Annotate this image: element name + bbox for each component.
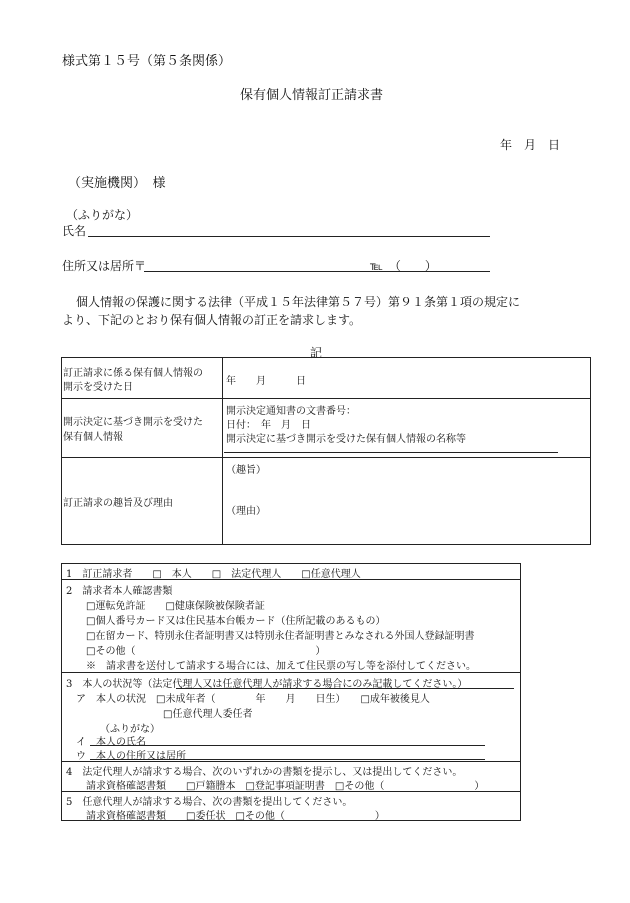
name-field[interactable] [88, 236, 490, 237]
ki-label: 記 [310, 346, 323, 360]
id-doc-item-4[interactable]: □その他（ ） [86, 646, 326, 657]
notice-date-field[interactable]: 日付： 年 月 日 [226, 420, 311, 431]
tel-label: ℡ （ ） [370, 259, 437, 273]
row2-label-2: 保有個人情報 [63, 432, 123, 443]
id-doc-item-3[interactable]: □在留カード、特別永住者証明書又は特別永住者証明書とみなされる外国人登録証明書 [86, 631, 475, 642]
principal-name-label: イ 本人の氏名 [76, 737, 146, 748]
row1-label-1: 訂正請求に係る保有個人情報の [63, 368, 203, 379]
disclosure-date-field[interactable]: 年 月 日 [226, 376, 306, 387]
date-line: 年 月 日 [500, 138, 561, 152]
reason-field[interactable]: （理由） [226, 506, 266, 517]
section5-heading: 5 任意代理人が請求する場合、次の書類を提出してください。 [66, 797, 353, 808]
purpose-field[interactable]: （趣旨） [226, 465, 266, 476]
row3-label: 訂正請求の趣旨及び理由 [63, 498, 173, 509]
intro-line-1: 個人情報の保護に関する法律（平成１５年法律第５７号）第９１条第１項の規定に [76, 295, 521, 309]
request-table [61, 357, 591, 545]
id-doc-item-2[interactable]: □個人番号カード又は住民基本台帳カード（住所記載のあるもの） [86, 616, 386, 627]
section4-heading: 4 法定代理人が請求する場合、次のいずれかの書類を提示し、又は提出してください。 [66, 767, 463, 778]
id-doc-item-1[interactable]: □運転免許証 □健康保険被保険者証 [86, 601, 265, 612]
principal-furigana-label: （ふりがな） [100, 724, 160, 735]
voluntary-agent-docs-line[interactable]: 請求資格確認書類 □委任状 □その他（ ） [86, 811, 385, 822]
row1-label-2: 開示を受けた日 [63, 382, 133, 393]
legal-agent-docs-line[interactable]: 請求資格確認書類 □戸籍謄本 □登記事項証明書 □その他（ ） [86, 781, 485, 792]
section2-heading: 2 請求者本人確認書類 [66, 586, 173, 597]
notice-number-field[interactable]: 開示決定通知書の文書番号： [226, 406, 356, 417]
principal-address-label: ウ 本人の住所又は居所 [76, 751, 186, 762]
id-doc-note: ※ 請求書を送付して請求する場合には、加えて住民票の写し等を添付してください。 [86, 661, 476, 672]
intro-line-2: より、下記のとおり保有個人情報の訂正を請求します。 [62, 313, 362, 327]
furigana-label: （ふりがな） [66, 208, 139, 222]
requester-type-line[interactable]: 1 訂正請求者 □ 本人 □ 法定代理人 □任意代理人 [66, 569, 361, 580]
form-number: 様式第１５号（第５条関係） [62, 54, 232, 69]
address-field[interactable] [144, 271, 490, 272]
principal-status-line[interactable]: ア 本人の状況 □未成年者（ 年 月 日生） □成年被後見人 [76, 694, 430, 705]
page-title: 保有個人情報訂正請求書 [240, 88, 384, 103]
name-label: 氏名 [62, 224, 87, 238]
agency-line: （実施機関） 様 [68, 176, 166, 191]
address-label: 住所又は居所〒 [62, 259, 147, 273]
section3-heading: 3 本人の状況等（法定代理人又は任意代理人が請求する場合にのみ記載してください。） [66, 679, 468, 690]
principal-name-field[interactable] [90, 745, 485, 746]
info-name-field[interactable]: 開示決定に基づき開示を受けた保有個人情報の名称等 [226, 434, 466, 445]
principal-status-line-2[interactable]: □任意代理人委任者 [163, 709, 253, 720]
principal-address-field[interactable] [90, 759, 485, 760]
row2-label-1: 開示決定に基づき開示を受けた [63, 417, 203, 428]
